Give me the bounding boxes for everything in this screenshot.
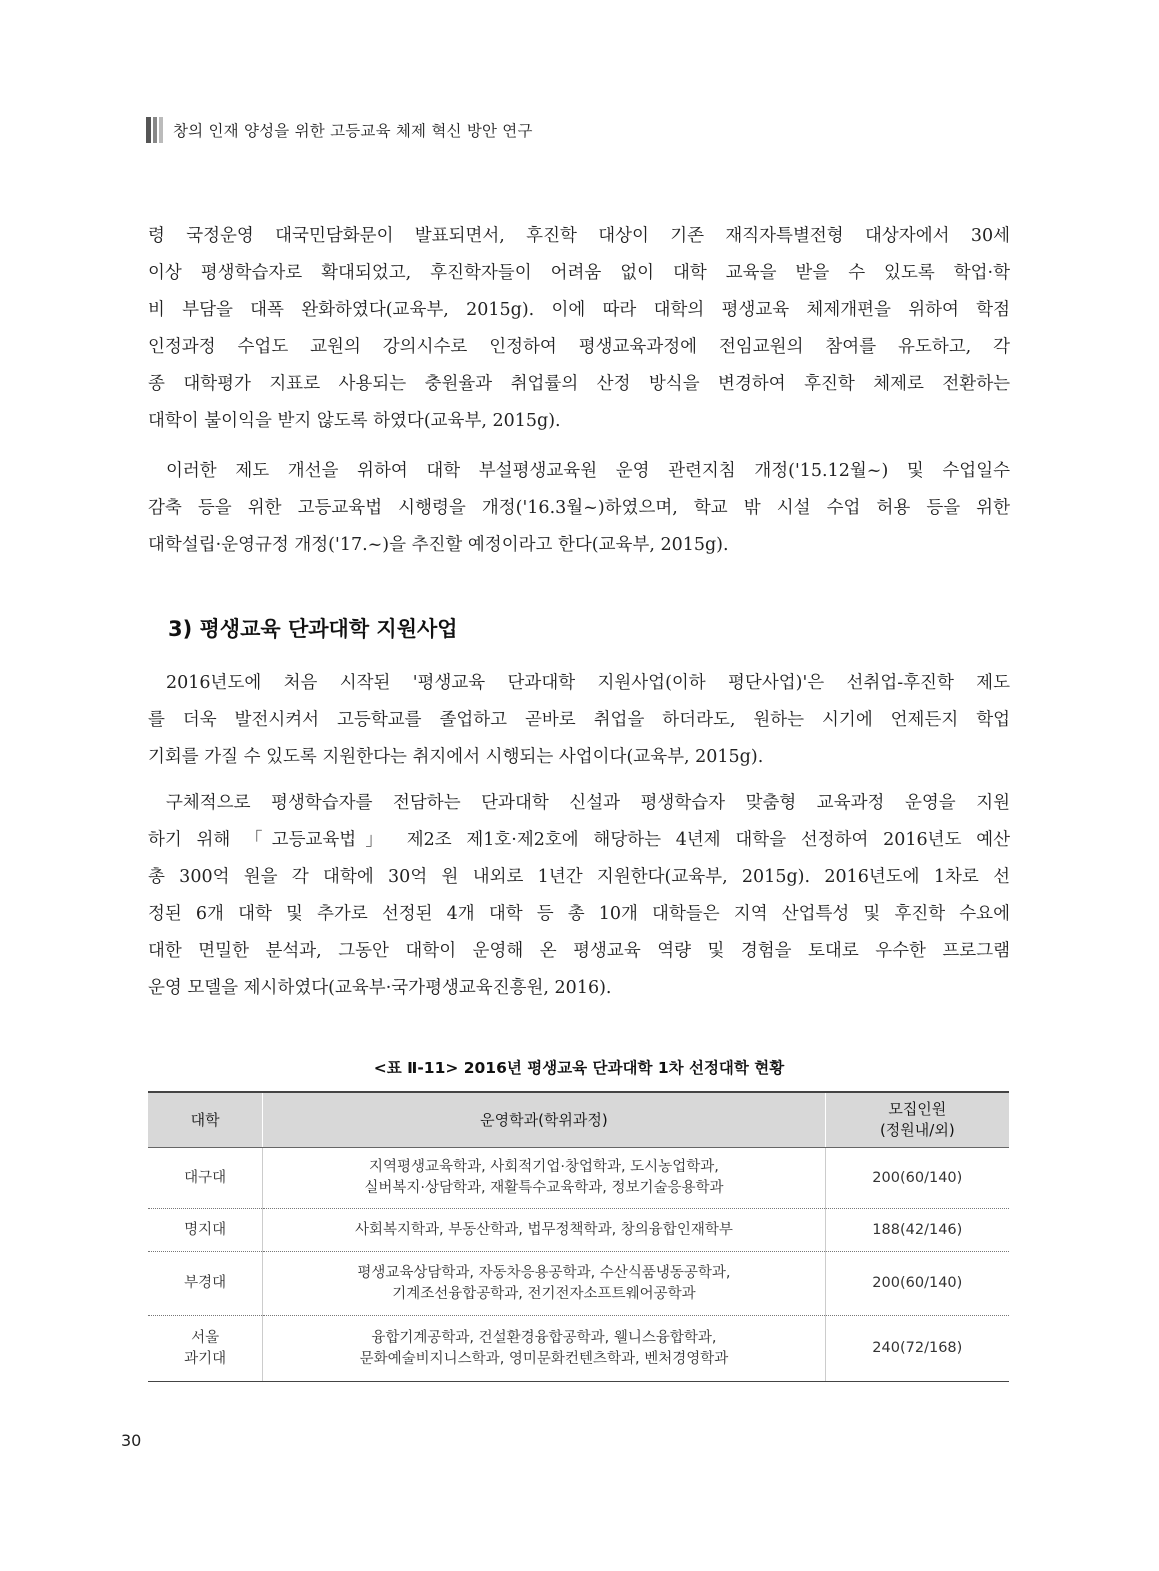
text-line: 대학이 불이익을 받지 않도록 하였다(교육부, 2015g). bbox=[148, 411, 561, 431]
text-line: 대한 면밀한 분석과, 그동안 대학이 운영해 온 평생교육 역량 및 경험을 토대로 우수한 프로그램 bbox=[148, 941, 1011, 961]
cell-line: 과기대 bbox=[184, 1350, 227, 1367]
cell-line: 실버복지·상담학과, 재활특수교육학과, 정보기술응용학과 bbox=[364, 1180, 724, 1196]
text-line: 이러한 제도 개선을 위하여 대학 부설평생교육원 운영 관련지침 개정('15.12월~) 및 수업일수 bbox=[166, 461, 1010, 481]
header-departments: 운영학과(학위과정) bbox=[263, 1092, 825, 1148]
university-table bbox=[148, 1091, 1009, 1382]
text-line: 비 부담을 대폭 완화하였다(교육부, 2015g). 이에 따라 대학의 평생교육 체제개편을 위하여 학점 bbox=[148, 300, 1010, 320]
text-line: 구체적으로 평생학습자를 전담하는 단과대학 신설과 평생학습자 맞춤형 교육과정 운영을 지원 bbox=[166, 793, 1010, 813]
text-line: 기회를 가질 수 있도록 지원한다는 취지에서 시행되는 사업이다(교육부, 2015g). bbox=[148, 747, 764, 767]
text-line: 인정과정 수업도 교원의 강의시수로 인정하여 평생교육과정에 전임교원의 참여를 유도하고, 각 bbox=[148, 337, 1010, 357]
cell-line: 지역평생교육학과, 사회적기업·창업학과, 도시농업학과, bbox=[369, 1159, 719, 1175]
table-row bbox=[148, 1316, 1009, 1382]
cell-quota: 200(60/140) bbox=[825, 1148, 1009, 1209]
cell-line: 부경대 bbox=[184, 1275, 227, 1291]
paragraph-1 bbox=[148, 218, 1010, 440]
page-number: 30 bbox=[121, 1431, 142, 1450]
text-line: 대학설립·운영규정 개정('17.~)을 추진할 예정이라고 한다(교육부, 2015g). bbox=[148, 535, 729, 555]
paragraph-3 bbox=[148, 665, 1010, 776]
text-line: 감축 등을 위한 고등교육법 시행령을 개정('16.3월~)하였으며, 학교 밖 시설 수업 허용 등을 위한 bbox=[148, 498, 1010, 518]
cell-departments bbox=[263, 1148, 825, 1209]
cell-departments bbox=[263, 1316, 825, 1382]
paragraph-2 bbox=[148, 453, 1010, 564]
cell-university bbox=[148, 1316, 263, 1382]
table-header-row bbox=[148, 1092, 1009, 1148]
text-line: 하기 위해 「고등교육법」 제2조 제1호·제2호에 해당하는 4년제 대학을 선정하여 2016년도 예산 bbox=[148, 830, 1010, 850]
text-line: 령 국정운영 대국민담화문이 발표되면서, 후진학 대상이 기존 재직자특별전형 대상자에서 30세 bbox=[148, 226, 1010, 246]
cell-line: 대구대 bbox=[184, 1169, 227, 1186]
header-bars-decoration bbox=[146, 117, 163, 143]
cell-line: 서울 bbox=[191, 1329, 220, 1346]
cell-departments bbox=[263, 1252, 825, 1316]
cell-university bbox=[148, 1148, 263, 1209]
cell-line: 사회복지학과, 부동산학과, 법무정책학과, 창의융합인재학부 bbox=[355, 1221, 733, 1238]
cell-quota: 200(60/140) bbox=[825, 1252, 1009, 1316]
header-quota-line: (정원내/외) bbox=[879, 1121, 955, 1139]
cell-university bbox=[148, 1209, 263, 1252]
header-quota bbox=[825, 1092, 1009, 1148]
cell-line: 명지대 bbox=[184, 1221, 227, 1238]
section-heading: 3) 평생교육 단과대학 지원사업 bbox=[168, 617, 458, 641]
cell-departments bbox=[263, 1209, 825, 1252]
header-university: 대학 bbox=[148, 1092, 263, 1148]
cell-line: 융합기계공학과, 건설환경융합공학과, 웰니스융합학과, bbox=[371, 1329, 717, 1346]
table-caption: <표 Ⅱ-11> 2016년 평생교육 단과대학 1차 선정대학 현황 bbox=[373, 1059, 785, 1077]
text-line: 이상 평생학습자로 확대되었고, 후진학자들이 어려움 없이 대학 교육을 받을 수 있도록 학업·학 bbox=[148, 263, 1010, 283]
header-quota-line: 모집인원 bbox=[888, 1100, 947, 1118]
cell-university bbox=[148, 1252, 263, 1316]
table-row bbox=[148, 1209, 1009, 1252]
table-row bbox=[148, 1148, 1009, 1209]
text-line: 종 대학평가 지표로 사용되는 충원율과 취업률의 산정 방식을 변경하여 후진학 체제로 전환하는 bbox=[148, 374, 1010, 394]
paragraph-4 bbox=[148, 785, 1010, 1007]
cell-quota: 188(42/146) bbox=[825, 1209, 1009, 1252]
cell-quota: 240(72/168) bbox=[825, 1316, 1009, 1382]
text-line: 총 300억 원을 각 대학에 30억 원 내외로 1년간 지원한다(교육부, 2015g). 2016년도에 1차로 선 bbox=[148, 867, 1010, 887]
text-line: 정된 6개 대학 및 추가로 선정된 4개 대학 등 총 10개 대학들은 지역 산업특성 및 후진학 수요에 bbox=[148, 904, 1010, 924]
cell-line: 평생교육상담학과, 자동차응용공학과, 수산식품냉동공학과, bbox=[357, 1264, 731, 1281]
text-line: 운영 모델을 제시하였다(교육부·국가평생교육진흥원, 2016). bbox=[148, 978, 612, 998]
table-row bbox=[148, 1252, 1009, 1316]
text-line: 를 더욱 발전시켜서 고등학교를 졸업하고 곧바로 취업을 하더라도, 원하는 시기에 언제든지 학업 bbox=[148, 710, 1010, 730]
cell-line: 기계조선융합공학과, 전기전자소프트웨어공학과 bbox=[392, 1285, 696, 1302]
cell-line: 문화예술비지니스학과, 영미문화컨텐츠학과, 벤처경영학과 bbox=[359, 1350, 729, 1367]
running-header-title: 창의 인재 양성을 위한 고등교육 체제 혁신 방안 연구 bbox=[173, 122, 533, 140]
running-header bbox=[146, 117, 533, 143]
text-line: 2016년도에 처음 시작된 '평생교육 단과대학 지원사업(이하 평단사업)'은 선취업-후진학 제도 bbox=[166, 673, 1010, 693]
